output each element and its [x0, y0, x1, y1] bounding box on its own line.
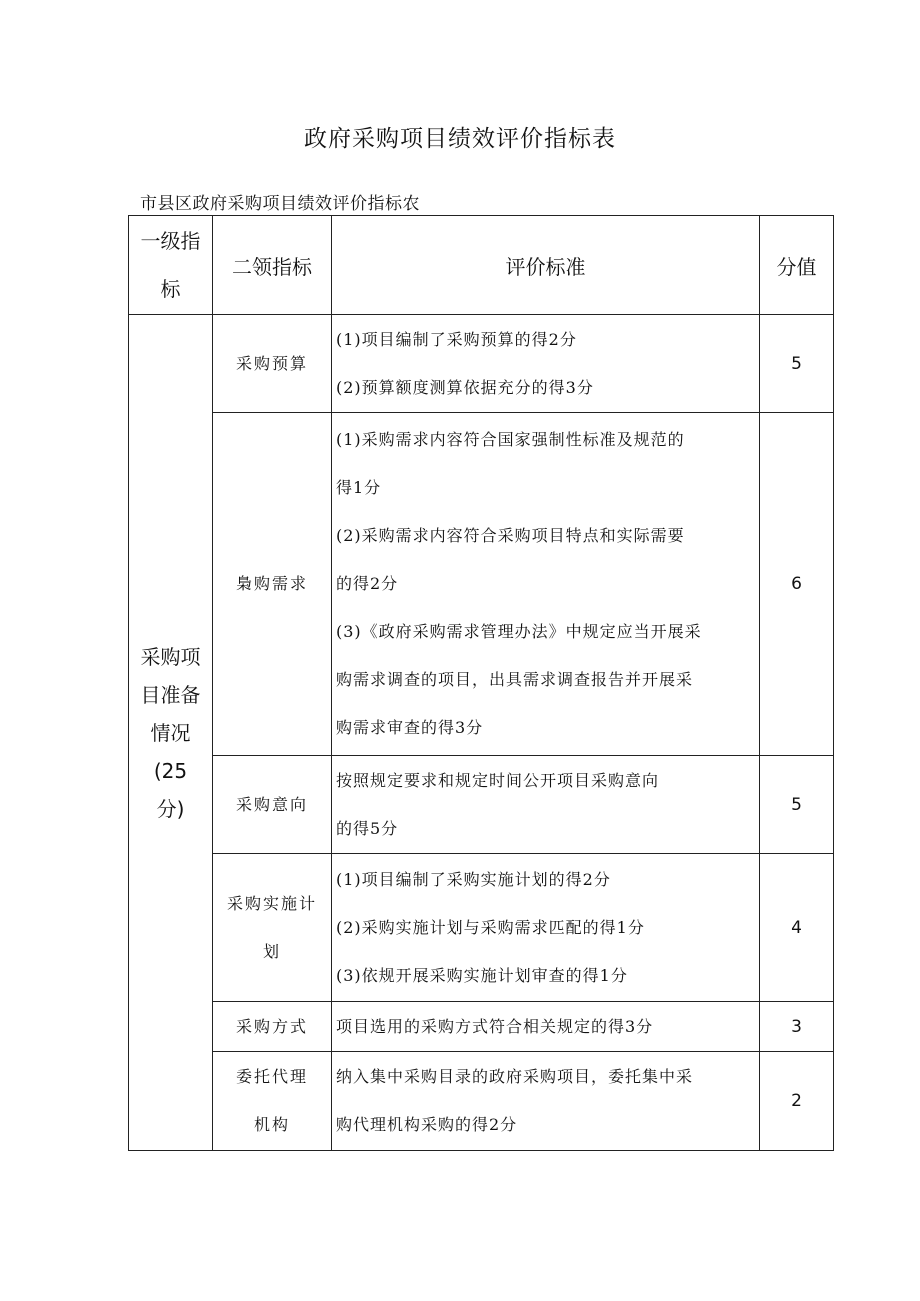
- table-row: [129, 1002, 834, 1052]
- criteria-line: (2)预算额度测算依据充分的得3分: [336, 377, 594, 397]
- header-score: 分值: [760, 216, 834, 315]
- category-line: (25: [153, 758, 188, 783]
- criteria-line: (1)项目编制了采购实施计划的得2分: [336, 869, 611, 889]
- criteria-cell: [332, 854, 760, 1002]
- sub-indicator-cell: [213, 1002, 332, 1052]
- criteria-line: (2)采购需求内容符合采购项目特点和实际需要: [336, 526, 685, 545]
- criteria-line: 的得2分: [336, 574, 399, 593]
- score-cell: 5: [760, 756, 834, 854]
- criteria-line: (3)《政府采购需求管理办法》中规定应当开展采: [336, 622, 702, 641]
- table-caption: 市县区政府采购项目绩效评价指标农: [140, 194, 420, 214]
- table-row: [129, 854, 834, 1002]
- sub-indicator-cell: [213, 315, 332, 413]
- criteria-cell: [332, 413, 760, 756]
- header-row: [129, 216, 834, 315]
- criteria-line: (1)采购需求内容符合国家强制性标准及规范的: [336, 430, 685, 449]
- criteria-line: 购需求审查的得3分: [336, 718, 484, 737]
- header-level1: [129, 216, 213, 315]
- document-title: 政府采购项目绩效评价指标表: [304, 126, 616, 152]
- table-row: [129, 756, 834, 854]
- header-level1-line2: 标: [160, 277, 181, 301]
- category-cell: [129, 315, 213, 1151]
- criteria-line: 得1分: [336, 478, 382, 497]
- header-level1-line1: 一级指: [140, 229, 201, 253]
- sub-indicator-line: 采购意向: [235, 794, 308, 814]
- sub-indicator-cell: [213, 413, 332, 756]
- indicator-table: [128, 215, 834, 1151]
- criteria-line: 购代理机构采购的得2分: [336, 1115, 518, 1134]
- criteria-line: (3)依规开展采购实施计划审查的得1分: [336, 965, 628, 985]
- sub-indicator-cell: [213, 756, 332, 854]
- category-line: 情况: [150, 720, 191, 745]
- sub-indicator-line: 采购预算: [235, 353, 308, 373]
- sub-indicator-line: 划: [262, 941, 281, 961]
- sub-indicator-cell: [213, 854, 332, 1002]
- criteria-cell: [332, 1002, 760, 1052]
- table-row: [129, 1052, 834, 1151]
- table-row: [129, 315, 834, 413]
- criteria-line: 按照规定要求和规定时间公开项目采购意向: [336, 770, 660, 790]
- table-row: [129, 413, 834, 756]
- sub-indicator-line: 机构: [253, 1115, 290, 1134]
- sub-indicator-line: 采购方式: [235, 1016, 308, 1036]
- criteria-cell: [332, 1052, 760, 1151]
- header-criteria: 评价标准: [332, 216, 760, 315]
- score-cell: 6: [760, 413, 834, 756]
- score-cell: 3: [760, 1002, 834, 1052]
- sub-indicator-line: 委托代理: [235, 1067, 308, 1086]
- category-line: 采购项: [140, 644, 201, 669]
- sub-indicator-line: 采购实施计: [226, 893, 317, 913]
- criteria-line: (1)项目编制了采购预算的得2分: [336, 329, 577, 349]
- category-line: 目准备: [140, 682, 201, 707]
- sub-indicator-line: 梟购需求: [235, 574, 308, 593]
- criteria-line: 项目选用的采购方式符合相关规定的得3分: [336, 1016, 654, 1036]
- sub-indicator-cell: [213, 1052, 332, 1151]
- criteria-line: 购需求调查的项目，出具需求调查报告并开展采: [336, 670, 694, 689]
- criteria-line: 纳入集中采购目录的政府采购项目，委托集中采: [336, 1067, 694, 1086]
- header-level2: 二领指标: [213, 216, 332, 315]
- criteria-line: (2)采购实施计划与采购需求匹配的得1分: [336, 917, 645, 937]
- criteria-cell: [332, 315, 760, 413]
- criteria-line: 的得5分: [336, 818, 399, 838]
- score-cell: 2: [760, 1052, 834, 1151]
- score-cell: 4: [760, 854, 834, 1002]
- criteria-cell: [332, 756, 760, 854]
- category-line: 分): [156, 796, 185, 821]
- score-cell: 5: [760, 315, 834, 413]
